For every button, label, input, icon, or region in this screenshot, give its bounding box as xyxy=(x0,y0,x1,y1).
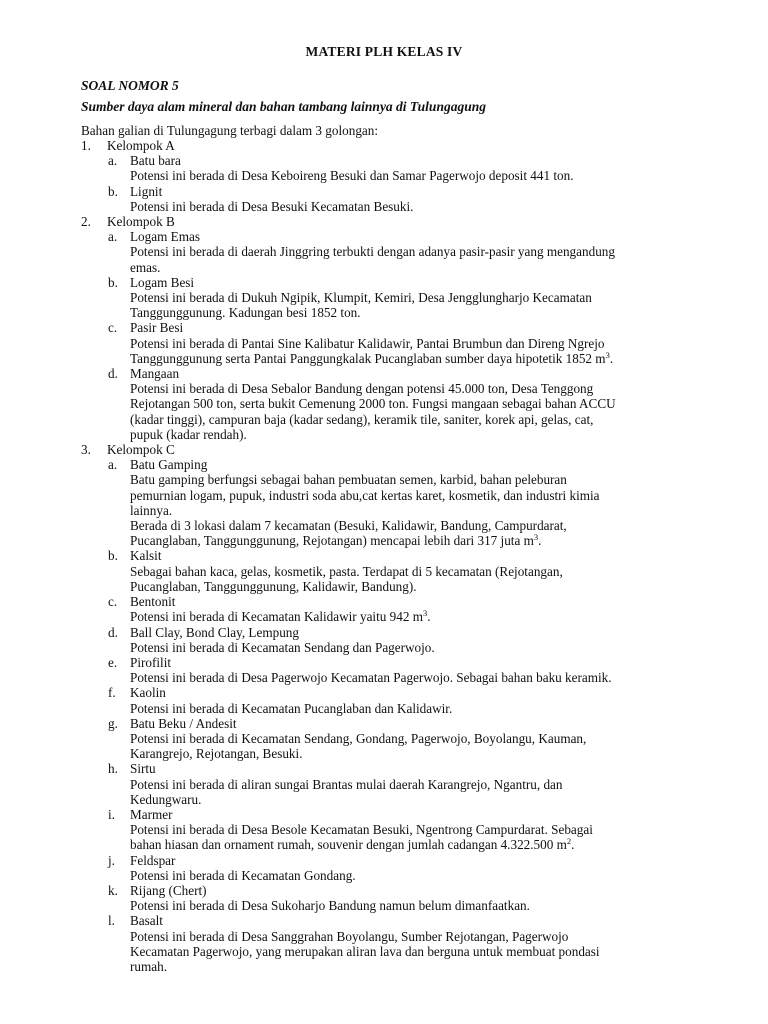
item-name: Logam Besi xyxy=(130,274,195,290)
item-letter: b. xyxy=(108,183,118,199)
item-letter: h. xyxy=(108,761,118,777)
item-description-line: Karangrejo, Rejotangan, Besuki. xyxy=(130,746,303,762)
list-item xyxy=(81,685,691,715)
item-name: Basalt xyxy=(130,913,163,929)
group-number: 2. xyxy=(81,214,91,230)
group-number: 1. xyxy=(81,138,91,153)
group-number: 3. xyxy=(81,442,91,458)
item-letter: d. xyxy=(108,366,118,382)
item-description-line: Potensi ini berada di Kecamatan Sendang, Gondang, Pagerwojo, Boyolangu, Kauman, xyxy=(130,730,587,746)
item-name: Marmer xyxy=(130,806,173,822)
item-description-line: Sebagai bahan kaca, gelas, kosmetik, pasta. Terdapat di 5 kecamatan (Rejotangan, xyxy=(130,563,563,579)
item-description-line: Pucanglaban, Tanggunggunung, Rejotangan) mencapai lebih dari 317 juta $m^3$. xyxy=(130,532,542,549)
item-letter: d. xyxy=(108,624,118,640)
document-subtitle: Sumber daya alam mineral dan bahan tambang lainnya di Tulungagung xyxy=(81,99,486,114)
item-letter: a. xyxy=(108,229,118,245)
item-letter: j. xyxy=(108,852,115,868)
item-description-line: Potensi ini berada di Desa Sebalor Bandung dengan potensi 45.000 ton, Desa Tenggong xyxy=(130,381,594,397)
item-letter: b. xyxy=(108,548,118,564)
list-item xyxy=(81,655,691,685)
item-name: Ball Clay, Bond Clay, Lempung xyxy=(130,624,299,640)
item-letter: f. xyxy=(108,685,116,701)
item-description-line: Pucanglaban, Tanggunggunung, Kalidawir, Bandung). xyxy=(130,578,417,594)
item-description-line: Potensi ini berada di Kecamatan Sendang dan Pagerwojo. xyxy=(130,639,435,655)
item-name: Logam Emas xyxy=(130,229,200,245)
group-section xyxy=(81,442,691,974)
intro-text: Bahan galian di Tulungagung terbagi dalam 3 golongan: xyxy=(81,123,379,138)
item-description-line: Potensi ini berada di Kecamatan Gondang. xyxy=(130,867,356,883)
item-description-line: Potensi ini berada di Desa Besuki Kecamatan Besuki. xyxy=(130,198,414,214)
list-item xyxy=(81,625,691,655)
item-letter: i. xyxy=(108,806,115,822)
item-description-line: pupuk (kadar rendah). xyxy=(130,426,247,442)
question-number: SOAL NOMOR 5 xyxy=(81,78,179,93)
list-item xyxy=(81,716,691,762)
list-item xyxy=(81,184,691,214)
list-item xyxy=(81,594,691,624)
item-letter: k. xyxy=(108,882,118,898)
item-description-line: Potensi ini berada di aliran sungai Brantas mulai daerah Karangrejo, Ngantru, dan xyxy=(130,776,563,792)
item-name: Mangaan xyxy=(130,366,180,382)
item-name: Kalsit xyxy=(130,548,162,564)
item-letter: e. xyxy=(108,654,118,670)
item-description-line: Potensi ini berada di Desa Sukoharjo Bandung namun belum dimanfaatkan. xyxy=(130,898,530,914)
item-description-line: Berada di 3 lokasi dalam 7 kecamatan (Besuki, Kalidawir, Bandung, Campurdarat, xyxy=(130,518,567,534)
item-description-line: emas. xyxy=(130,259,161,275)
item-name: Feldspar xyxy=(130,852,176,868)
item-description-line: bahan hiasan dan ornament rumah, souvenir dengan jumlah cadangan 4.322.500 $m^2$. xyxy=(130,836,575,853)
list-item xyxy=(81,548,691,594)
item-description-line: Potensi ini berada di Desa Besole Kecamatan Besuki, Ngentrong Campurdarat. Sebagai xyxy=(130,822,593,838)
item-description-line: Kedungwaru. xyxy=(130,791,202,807)
list-item xyxy=(81,853,691,883)
list-item xyxy=(81,366,691,442)
item-name: Pasir Besi xyxy=(130,320,184,336)
group-section xyxy=(81,138,691,214)
list-item xyxy=(81,275,691,321)
group-list xyxy=(81,138,691,974)
list-item xyxy=(81,883,691,913)
list-item xyxy=(81,153,691,183)
list-item xyxy=(81,807,691,853)
item-description-line: Potensi ini berada di Kecamatan Pucanglaban dan Kalidawir. xyxy=(130,700,453,716)
list-item xyxy=(81,457,691,548)
item-name: Batu bara xyxy=(130,153,181,169)
item-letter: c. xyxy=(108,320,118,336)
item-name: Lignit xyxy=(130,183,163,199)
item-description-line: Tanggunggunung serta Pantai Panggungkalak Pucanglaban sumber daya hipotetik 1852 $m^3$. xyxy=(130,349,614,366)
item-name: Rijang (Chert) xyxy=(130,882,207,898)
item-description-line: Tanggunggunung. Kadungan besi 1852 ton. xyxy=(130,305,361,321)
group-name: Kelompok B xyxy=(107,214,175,230)
item-letter: b. xyxy=(108,274,118,290)
item-letter: g. xyxy=(108,715,118,731)
list-item xyxy=(81,320,691,366)
item-name: Bentonit xyxy=(130,594,176,610)
group-name: Kelompok C xyxy=(107,442,175,458)
list-item xyxy=(81,761,691,807)
item-letter: l. xyxy=(108,913,115,929)
item-description-line: Potensi ini berada di Kecamatan Kalidawir yaitu 942 $m^3$. xyxy=(130,608,431,625)
document-title: MATERI PLH KELAS IV xyxy=(305,44,463,59)
group-section xyxy=(81,214,691,442)
item-description-line: Potensi ini berada di Desa Sanggrahan Boyolangu, Sumber Rejotangan, Pagerwojo xyxy=(130,928,569,944)
list-item xyxy=(81,229,691,275)
item-description-line: pemurnian logam, pupuk, industri soda abu,cat kertas karet, kosmetik, dan industri kimia xyxy=(130,487,600,503)
item-letter: a. xyxy=(108,457,118,473)
item-description-line: Batu gamping berfungsi sebagai bahan pembuatan semen, karbid, bahan peleburan xyxy=(130,472,567,488)
item-description-line: Potensi ini berada di Desa Keboireng Besuki dan Samar Pagerwojo deposit 441 ton. xyxy=(130,168,574,184)
item-name: Pirofilit xyxy=(130,654,172,670)
item-name: Batu Gamping xyxy=(130,457,208,473)
item-description-line: Kecamatan Pagerwojo, yang merupakan aliran lava dan berguna untuk membuat pondasi xyxy=(130,943,600,959)
item-description-line: Potensi ini berada di Desa Pagerwojo Kecamatan Pagerwojo. Sebagai bahan baku keramik. xyxy=(130,670,612,686)
list-item xyxy=(81,913,691,974)
item-description-line: lainnya. xyxy=(130,502,173,518)
item-description-line: Potensi ini berada di Dukuh Ngipik, Klumpit, Kemiri, Desa Jengglungharjo Kecamatan xyxy=(130,290,592,306)
item-name: Sirtu xyxy=(130,761,156,777)
item-letter: a. xyxy=(108,153,118,169)
item-description-line: rumah. xyxy=(130,958,167,974)
item-letter: c. xyxy=(108,594,118,610)
item-description-line: Rejotangan 500 ton, serta bukit Cemenung 2000 ton. Fungsi mangaan sebagai bahan ACCU xyxy=(130,396,616,412)
item-description-line: Potensi ini berada di Pantai Sine Kalibatur Kalidawir, Pantai Brumbun dan Direng Ngrejo xyxy=(130,335,605,351)
group-name: Kelompok A xyxy=(107,138,175,153)
item-name: Kaolin xyxy=(130,685,166,701)
item-name: Batu Beku / Andesit xyxy=(130,715,237,731)
item-description-line: Potensi ini berada di daerah Jinggring terbukti dengan adanya pasir-pasir yang mengandung xyxy=(130,244,615,260)
item-description-line: (kadar tinggi), campuran baja (kadar sedang), keramik tile, saniter, korek api, gelas, cat, xyxy=(130,411,594,427)
